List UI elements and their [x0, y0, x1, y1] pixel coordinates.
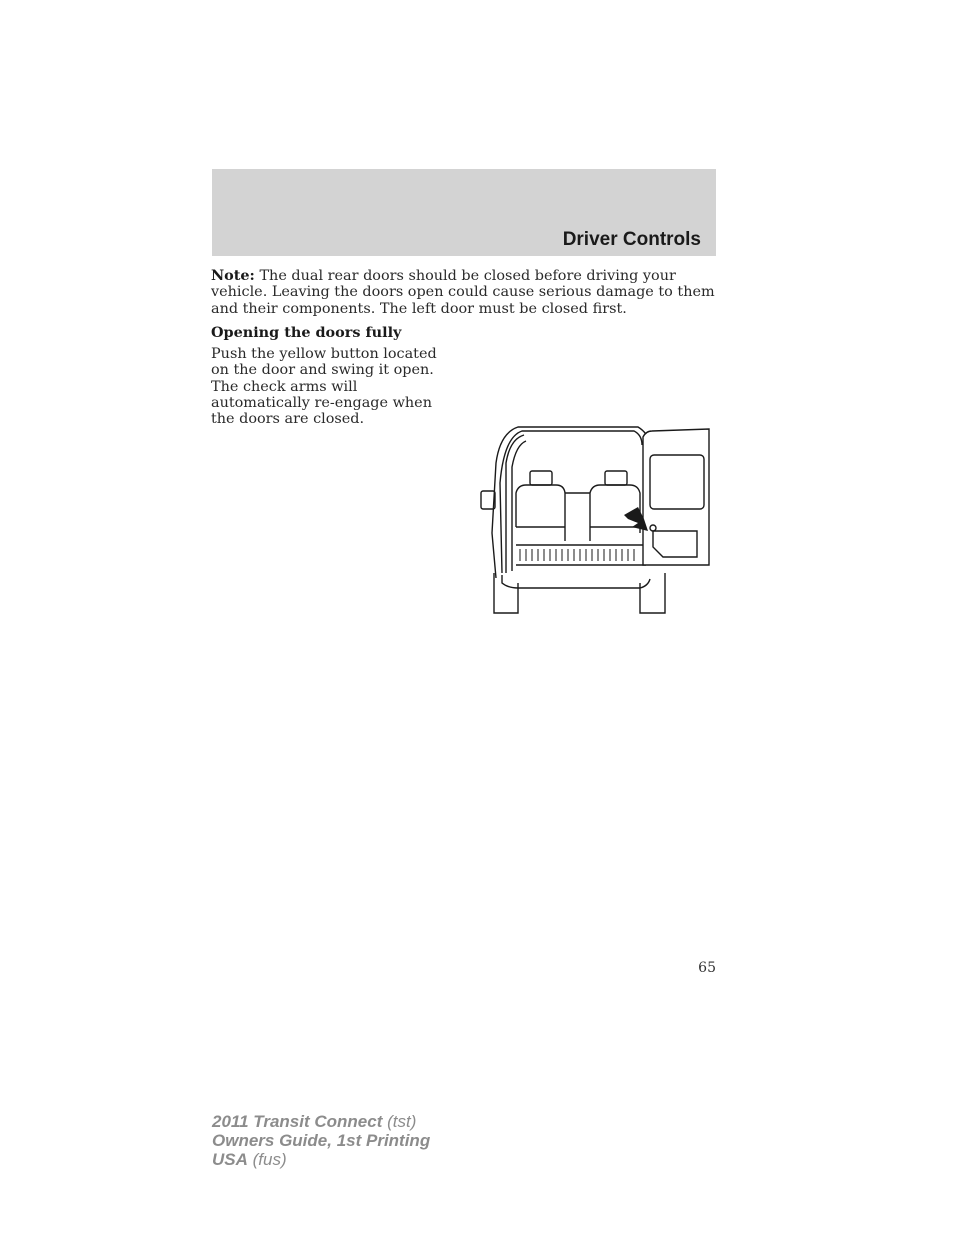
footer-printing: Owners Guide, 1st Printing: [212, 1131, 431, 1150]
footer-model-code: (tst): [382, 1112, 417, 1131]
subheading: Opening the doors fully: [211, 324, 402, 341]
footer-line-2: [212, 1131, 430, 1150]
footer-line-1: [212, 1112, 430, 1131]
document-footer: [212, 1112, 430, 1169]
rear-door-open-illustration: [478, 423, 714, 617]
footer-line-3: [212, 1150, 430, 1169]
note-label: Note:: [211, 267, 255, 284]
footer-region: USA: [212, 1150, 248, 1169]
instructions-paragraph: Push the yellow button located on the door and swing it open. The check arms will automatically re-engage when the doors are closed.: [211, 346, 437, 428]
page-number: 65: [698, 960, 716, 976]
footer-model: 2011 Transit Connect: [212, 1112, 383, 1131]
note-paragraph: [211, 268, 721, 317]
note-text: The dual rear doors should be closed before driving your vehicle. Leaving the doors open could cause serious damage to them and their components. The left door must be closed first.: [211, 268, 715, 317]
section-header-band: [212, 169, 716, 256]
section-title: Driver Controls: [562, 229, 701, 250]
footer-region-code: (fus): [247, 1150, 287, 1169]
